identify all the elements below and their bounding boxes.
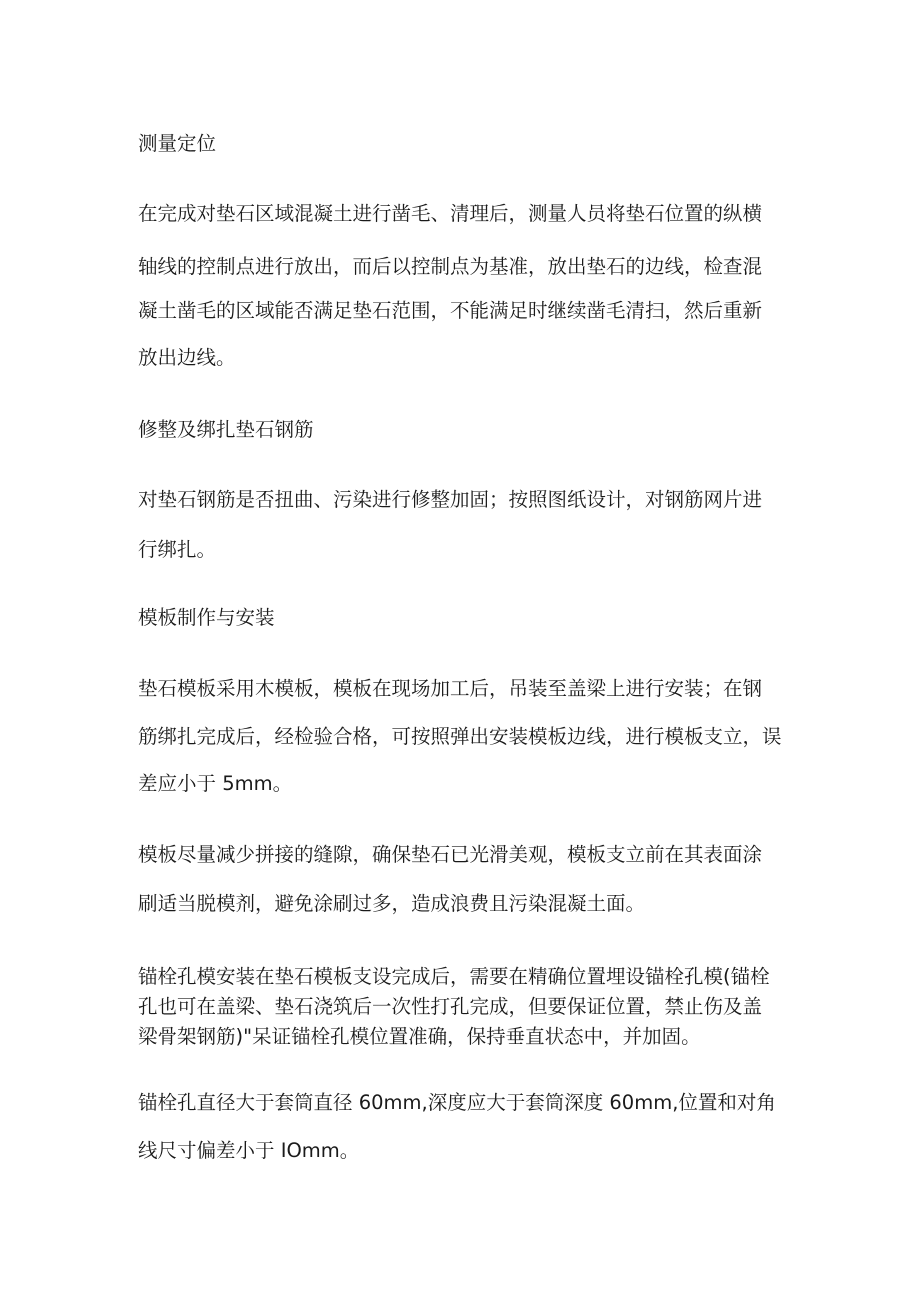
paragraph-line: 锚栓孔模安装在垫石模板支设完成后，需要在精确位置埋设锚栓孔模(锚栓 [138, 965, 770, 988]
section-heading-survey: 测量定位 [138, 132, 217, 155]
section-heading-rebar: 修整及绑扎垫石钢筋 [138, 418, 314, 441]
paragraph-line: 放出边线。 [138, 346, 236, 369]
paragraph-line: 在完成对垫石区域混凝土进行凿毛、清理后，测量人员将垫石位置的纵横 [138, 202, 763, 225]
paragraph-line: 模板尽量减少拼接的缝隙，确保垫石已光滑美观，模板支立前在其表面涂 [138, 843, 763, 866]
paragraph-line: 梁骨架钢筋)"呆证锚栓孔模位置准确，保持垂直状态中，并加固。 [138, 1025, 701, 1048]
paragraph-line: 轴线的控制点进行放出，而后以控制点为基准，放出垫石的边线，检查混 [138, 255, 763, 278]
paragraph-line: 凝土凿毛的区域能否满足垫石范围，不能满足时继续凿毛清扫，然后重新 [138, 299, 763, 322]
paragraph-line: 线尺寸偏差小于 IOmm。 [138, 1139, 360, 1162]
paragraph-line: 对垫石钢筋是否扭曲、污染进行修整加固；按照图纸设计，对钢筋网片进 [138, 488, 763, 511]
paragraph-line: 筋绑扎完成后，经检验合格，可按照弹出安装模板边线，进行模板支立，误 [138, 725, 782, 748]
paragraph-line: 刷适当脱模剂，避免涂刷过多，造成浪费且污染混凝土面。 [138, 892, 646, 915]
section-heading-formwork: 模板制作与安装 [138, 606, 275, 629]
paragraph-line: 锚栓孔直径大于套筒直径 60mm,深度应大于套筒深度 60mm,位置和对角 [138, 1091, 776, 1114]
paragraph-line: 垫石模板采用木模板，模板在现场加工后，吊装至盖梁上进行安装；在钢 [138, 677, 763, 700]
paragraph-line: 差应小于 5mm。 [138, 772, 293, 795]
paragraph-line: 孔也可在盖梁、垫石浇筑后一次性打孔完成，但要保证位置，禁止伤及盖 [138, 995, 763, 1018]
paragraph-line: 行绑扎。 [138, 538, 217, 561]
